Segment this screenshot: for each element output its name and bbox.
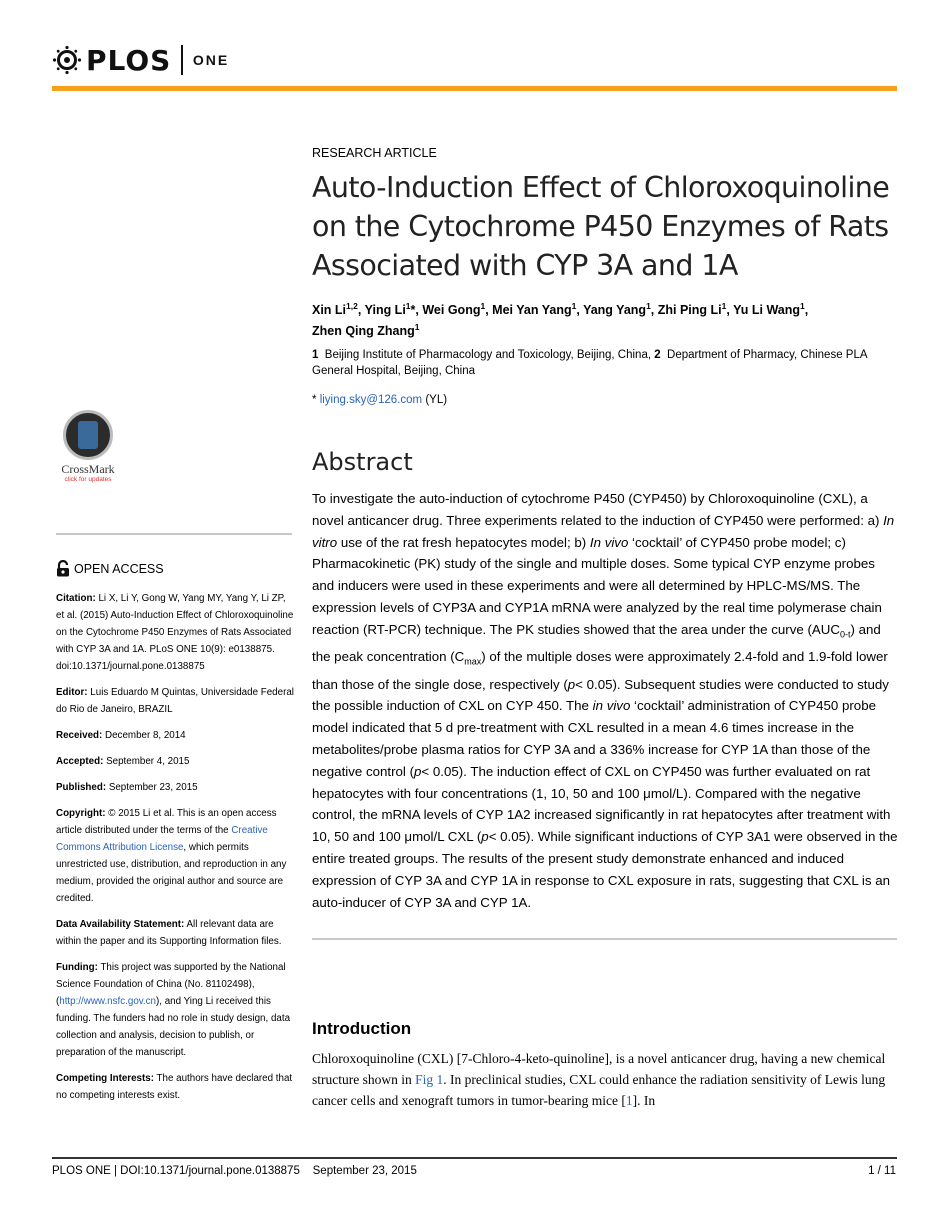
competing-interests: Competing Interests: The authors have declared that no competing interests exist. xyxy=(56,1073,293,1101)
author: Mei Yan Yang xyxy=(492,303,572,318)
data-availability: Data Availability Statement: All relevant data are within the paper and its Supporting Information files. xyxy=(56,919,282,947)
author-affiliation-mark: 1 xyxy=(646,301,651,311)
page-number: 1 / 11 xyxy=(868,1165,896,1177)
open-access-label: OPEN ACCESS xyxy=(74,561,164,576)
correspondence: * liying.sky@126.com (YL) xyxy=(312,394,448,406)
journal-name: ONE xyxy=(192,52,230,68)
affiliation-number: 1 xyxy=(312,349,319,361)
funder-link[interactable]: http://www.nsfc.gov.cn xyxy=(59,996,157,1007)
open-access-badge xyxy=(56,560,164,577)
author: Zhi Ping Li xyxy=(657,303,722,318)
introduction-heading: Introduction xyxy=(312,1019,412,1038)
email-link[interactable]: liying.sky@126.com xyxy=(319,394,423,406)
author-list: Xin Li$^{1,2}$, Ying Li$^1$*, Wei Gong$^1$, Mei Yan Yang$^1$, Yang Yang$^1$, Zhi Ping Li$^1$, Yu Li Wang$^1$, Zhen Qing Zhang$^1$ xyxy=(312,301,809,339)
figure-link[interactable]: Fig 1 xyxy=(415,1072,444,1087)
affiliation-text: Department of Pharmacy, Chinese PLA General Hospital, Beijing, China xyxy=(312,349,867,377)
funding: Funding: This project was supported by the National Science Foundation of China (No. 81102498), (http://www.nsfc.gov.cn), and Ying Li received this funding. The funders had no role in study design, data collection and analysis, decision to publish, or preparation of the manuscript. xyxy=(56,962,291,1058)
abstract-heading: Abstract xyxy=(312,448,413,476)
license-link[interactable]: Creative Commons Attribution License xyxy=(56,825,268,853)
crossmark-icon xyxy=(63,410,113,460)
affiliation-text: Beijing Institute of Pharmacology and Toxicology, Beijing, China, xyxy=(324,349,652,361)
reference-link[interactable]: 1 xyxy=(625,1093,633,1108)
corresponding-author-mark: * xyxy=(410,303,416,318)
author: Zhen Qing Zhang xyxy=(312,324,415,339)
author: Yu Li Wang xyxy=(733,303,801,318)
crossmark-sublabel: click for updates xyxy=(64,476,112,483)
author-affiliation-mark: 1,2 xyxy=(346,301,358,311)
crossmark-badge[interactable] xyxy=(56,410,120,483)
author: Xin Li xyxy=(312,303,347,318)
author-affiliation-mark: 1 xyxy=(405,301,411,311)
affiliation-number: 2 xyxy=(654,349,661,361)
article-type: RESEARCH ARTICLE xyxy=(312,146,437,160)
plos-logo-icon xyxy=(52,45,82,75)
introduction-text: Chloroxoquinoline (CXL) [7-Chloro-4-keto-quinoline], is a novel anticancer drug, having a new chemical structure shown in Fig 1. In preclinical studies, CXL could enhance the radiation sensitivity of Lewis lung cancer cells and xenograft tumors in tumor-bearing mice [1]. In xyxy=(312,1051,886,1108)
sidebar-divider xyxy=(56,533,292,535)
footer-divider xyxy=(52,1157,897,1159)
article-title: Auto-Induction Effect of Chloroxoquinoline on the Cytochrome P450 Enzymes of Rats Associated with CYP 3A and 1A xyxy=(312,171,890,282)
accepted-date: Accepted: September 4, 2015 xyxy=(56,756,190,767)
author: Ying Li xyxy=(364,303,406,318)
article-metadata xyxy=(56,590,294,1113)
author-affiliation-mark: 1 xyxy=(414,322,420,333)
plos-logo[interactable] xyxy=(52,40,229,80)
header-accent-bar xyxy=(52,86,897,91)
copyright: Copyright: © 2015 Li et al. This is an open access article distributed under the terms of the Creative Commons Attribution License, which permits unrestricted use, distribution, and reproduction in any medium, provided the original author and source are credited. xyxy=(56,808,287,904)
abstract-divider xyxy=(312,938,897,940)
author-affiliation-mark: 1 xyxy=(721,301,727,311)
crossmark-label: CrossMark xyxy=(61,462,115,476)
author: Yang Yang xyxy=(583,303,647,318)
footer-citation: PLOS ONE | DOI:10.1371/journal.pone.0138875 September 23, 2015 xyxy=(52,1165,417,1177)
author-affiliation-mark: 1 xyxy=(480,301,486,311)
affiliations xyxy=(312,347,902,379)
open-lock-icon xyxy=(56,560,70,577)
logo-divider xyxy=(181,45,183,75)
editor: Editor: Luis Eduardo M Quintas, Universidade Federal do Rio de Janeiro, BRAZIL xyxy=(56,687,294,715)
logo-wordmark: PLOS xyxy=(86,43,172,77)
received-date: Received: December 8, 2014 xyxy=(56,730,186,741)
author-affiliation-mark: 1 xyxy=(800,301,805,311)
author-affiliation-mark: 1 xyxy=(571,301,577,311)
abstract-text: To investigate the auto-induction of cytochrome P450 (CYP450) by Chloroxoquinoline (CXL), a novel anticancer drug. Three experiments related to the induction of CYP450 were performed: a) In vitro use of the rat fresh hepatocytes model; b) In vivo ‘cocktail’ of CYP450 probe model; c) Pharmacokinetic (PK) study of the single and multiple doses. Some typical CYP enzyme probes and inducers were used in these experiments and were all determined by HPLC-MS/MS. The expression levels of CYP3A and CYP1A mRNA were analyzed by the real time polymerase chain reaction (RT-PCR) technique. The PK studies showed that the area under the curve $(AUC_{0-t})$ and the peak concentration $(C_{max})$ of the multiple doses were approximately 2.4-fold and 1.9-fold lower than those of the single dose, respectively (p< 0.05). Subsequent studies were conducted to study the possible induction of CXL on CYP 450. The in vivo ‘cocktail’ administration of CYP450 probe model indicated that 5 d pre-treatment with CXL resulted in a mean 4.6 times increase in the metabolites/probe plasma ratios for CYP 3A and a 336% increase for CYP 1A than those of the negative control (p< 0.05). The induction effect of CXL on CYP450 was further evaluated on rat hepatocytes with four concentrations (1, 10, 50 and 100 μmol/L). Compared with the negative control, the mRNA levels of CYP 1A2 increased significantly in rat hepatocytes after treatment with 10, 50 and 100 μmol/L CXL (p< 0.05). While significant inductions of CYP 3A1 were observed in the entire treated groups. The results of the present study demonstrate enhanced and induced expression of CYP 3A and CYP 1A in response to CXL exposure in rats, suggesting that CXL is an auto-inducer of CYP 3A and CYP 1A. xyxy=(312,491,898,910)
citation: Citation: Li X, Li Y, Gong W, Yang MY, Yang Y, Li ZP, et al. (2015) Auto-Induction Effect of Chloroxoquinoline on the Cytochrome P450 Enzymes of Rats Associated with CYP 3A and 1A. PLoS ONE 10(9): e0138875. doi:10.1371/journal.pone.0138875 xyxy=(56,593,294,672)
published-date: Published: September 23, 2015 xyxy=(56,782,198,793)
author: Wei Gong xyxy=(422,303,481,318)
